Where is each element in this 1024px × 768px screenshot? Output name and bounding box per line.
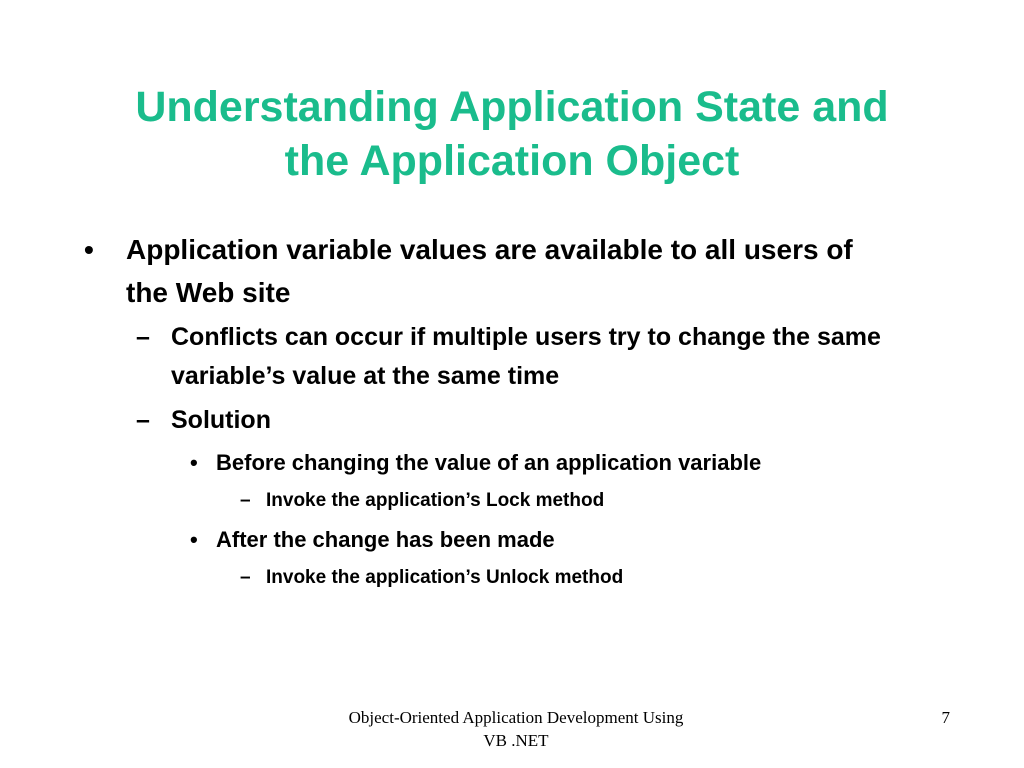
dash-marker: –	[136, 406, 150, 434]
bullet-text: Conflicts can occur if multiple users try to change the same variable’s value at the same time	[171, 323, 881, 390]
slide-footer	[316, 706, 716, 752]
bullet-item-level-3	[190, 525, 950, 555]
bullet-marker: •	[190, 450, 198, 475]
bullet-text: Solution	[171, 406, 271, 434]
bullet-marker: •	[190, 527, 198, 552]
bullet-item-level-3	[190, 448, 950, 478]
dash-marker: –	[136, 323, 150, 351]
page-number: 7	[941, 708, 950, 727]
bullet-text: Before changing the value of an application variable	[216, 450, 762, 475]
bullet-item-level-4	[240, 564, 960, 592]
bullet-text: Application variable values are available to all users of the Web site	[126, 234, 853, 308]
bullet-item-level-4	[240, 487, 960, 515]
slide-title-line-2: the Application Object	[284, 137, 740, 185]
bullet-marker: •	[84, 234, 94, 265]
bullet-item-level-1	[84, 228, 884, 314]
slide-title-line-1: Understanding Application State and	[135, 83, 889, 131]
footer-line-2: VB .NET	[483, 731, 549, 750]
bullet-text: Invoke the application’s Lock method	[266, 490, 605, 511]
bullet-item-level-2	[136, 401, 936, 440]
bullet-text: After the change has been made	[216, 527, 555, 552]
dash-marker: –	[240, 567, 251, 588]
dash-marker: –	[240, 490, 251, 511]
footer-line-1: Object-Oriented Application Development Using	[348, 708, 684, 727]
bullet-item-level-2	[136, 318, 936, 396]
bullet-text: Invoke the application’s Unlock method	[266, 567, 624, 588]
